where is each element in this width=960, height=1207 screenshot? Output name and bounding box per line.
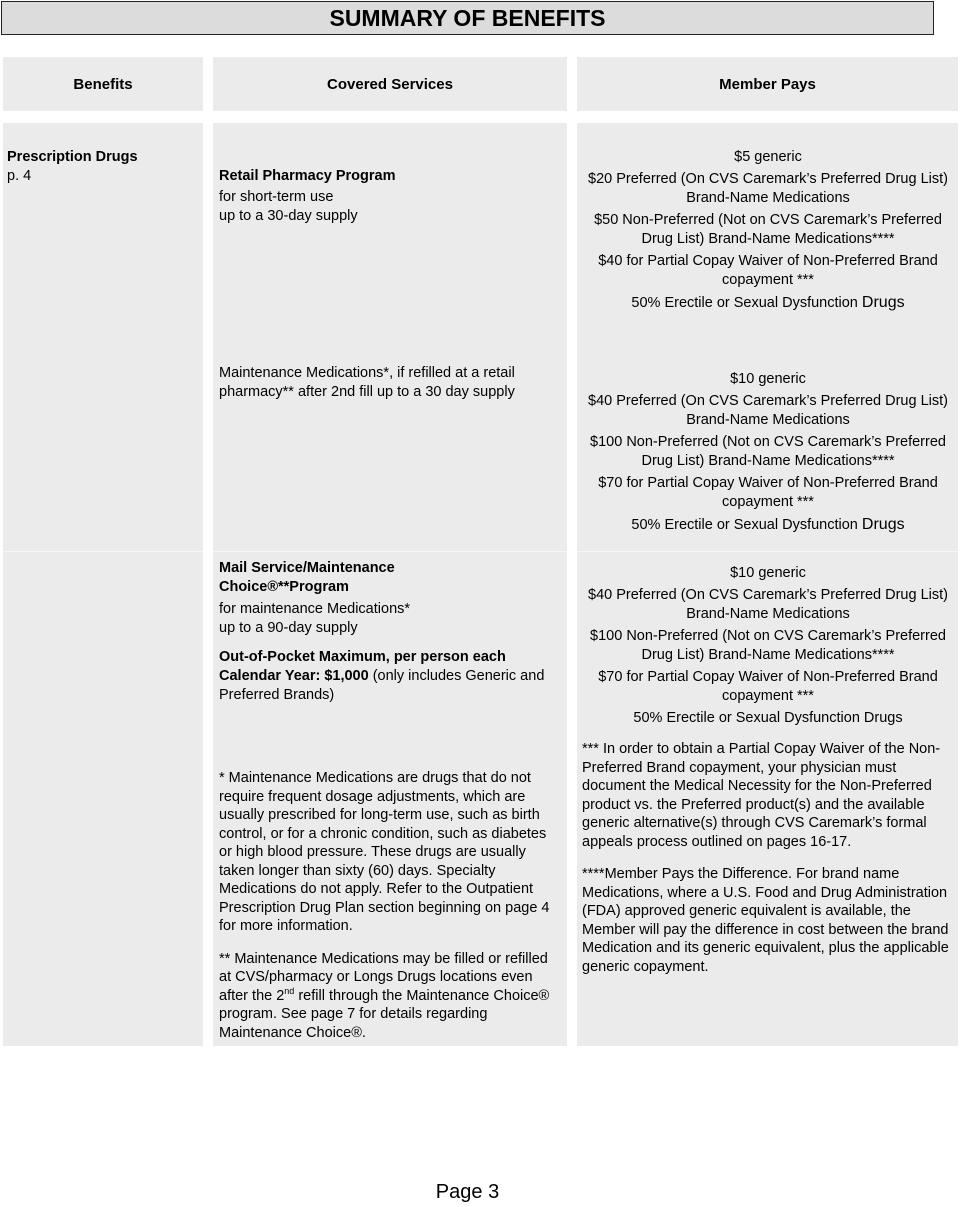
benefits-column: [3, 123, 203, 1046]
maint-pay-generic: $10 generic: [730, 371, 806, 387]
maint-pay-nonpreferred: $100 Non-Preferred (Not on CVS Caremark’s Preferred Drug List) Brand-Name Medications****: [590, 434, 946, 469]
retail-pay-nonpreferred: $50 Non-Preferred (Not on CVS Caremark’s Preferred Drug List) Brand-Name Medications****: [594, 212, 942, 247]
footnote-quad-star: ****Member Pays the Difference. For brand name Medications, where a U.S. Food and Drug Administration (FDA) approved generic equivalent is available, the Member will pay the difference in cost between the brand Medication and its generic equivalent, plus the applicable generic copayment.: [582, 866, 949, 975]
maint-pay-preferred: $40 Preferred (On CVS Caremark’s Preferred Drug List) Brand-Name Medications: [588, 393, 948, 428]
maintenance-retail-text: Maintenance Medications*, if refilled at a retail pharmacy** after 2nd fill up to a 30 day supply: [219, 365, 515, 400]
footnote-double-star: [219, 950, 561, 1043]
retail-pay-generic: $5 generic: [734, 149, 802, 165]
header-member-pays: Member Pays: [577, 57, 958, 111]
retail-erectile-drugs: Drugs: [861, 294, 905, 311]
retail-line-2: up to a 30-day supply: [219, 208, 358, 224]
member-pays-footnotes: [582, 740, 956, 990]
maint-erectile-drugs: Drugs: [861, 516, 905, 533]
maint-erectile-text: 50% Erectile or Sexual Dysfunction: [631, 517, 858, 533]
footnote-double-star-post: refill through the Maintenance Choice® program. See page 7 for details regarding Maintenance Choice®.: [219, 987, 550, 1041]
header-covered-services: Covered Services: [213, 57, 567, 111]
header-benefits: Benefits: [3, 57, 203, 111]
benefit-page-ref: p. 4: [7, 168, 32, 184]
retail-pay-preferred: $20 Preferred (On CVS Caremark’s Preferred Drug List) Brand-Name Medications: [588, 171, 948, 206]
mail-oop-bold: Out-of-Pocket Maximum, per person each Calendar Year: $1,000: [219, 649, 506, 684]
covered-footnotes: [219, 769, 561, 1056]
page-number: Page 3: [435, 1181, 500, 1203]
mail-line-1: for maintenance Medications*: [219, 601, 411, 617]
footnote-double-star-sup: nd: [284, 985, 295, 996]
retail-erectile-text: 50% Erectile or Sexual Dysfunction: [631, 295, 858, 311]
retail-pay-waiver: $40 for Partial Copay Waiver of Non-Preferred Brand copayment ***: [598, 253, 938, 288]
mail-pay-preferred: $40 Preferred (On CVS Caremark’s Preferred Drug List) Brand-Name Medications: [588, 587, 948, 622]
mail-pay-erectile: 50% Erectile or Sexual Dysfunction Drugs: [633, 710, 903, 726]
mail-pay-generic: $10 generic: [730, 565, 806, 581]
retail-pay-erectile: [580, 293, 956, 313]
maint-pay-erectile: [580, 515, 956, 535]
mail-pay-waiver: $70 for Partial Copay Waiver of Non-Preferred Brand copayment ***: [598, 669, 938, 704]
retail-member-pays: [580, 148, 956, 316]
footnote-single-star: * Maintenance Medications are drugs that do not require frequent dosage adjustments, which are usually prescribed for long-term use, such as birth control, or for a chronic condition, such as diabetes or high blood pressure. These drugs are usually taken longer than sixty (60) days. Specialty Medications do not apply. Refer to the Outpatient Prescription Drug Plan section beginning on page 4 for more information.: [219, 770, 550, 934]
retail-line-1: for short-term use: [219, 189, 334, 205]
mail-oop-max: [219, 648, 559, 705]
footnote-triple-star: *** In order to obtain a Partial Copay Waiver of the Non-Preferred Brand copayment, your physician must document the Medical Necessity for the Non-Preferred product vs. the Preferred product(s) and the available generic alternative(s) through CVS Caremark’s formal appeals process outlined on pages 16-17.: [582, 741, 941, 850]
footnote-double-star-pre: ** Maintenance Medications may be filled or refilled at CVS/pharmacy or Longs Drugs locations even after the 2: [219, 950, 548, 1004]
benefit-name: Prescription Drugs: [7, 149, 138, 165]
mail-member-pays: [580, 564, 956, 731]
page-title: SUMMARY OF BENEFITS: [1, 1, 934, 35]
maintenance-member-pays: [580, 370, 956, 538]
mail-program-title: Mail Service/Maintenance Choice®**Program: [219, 560, 395, 595]
mail-pay-nonpreferred: $100 Non-Preferred (Not on CVS Caremark’s Preferred Drug List) Brand-Name Medications****: [590, 628, 946, 663]
mail-line-2: up to a 90-day supply: [219, 620, 358, 636]
mail-oop-rest: (only includes Generic and Preferred Brands): [219, 668, 545, 703]
maint-pay-waiver: $70 for Partial Copay Waiver of Non-Preferred Brand copayment ***: [598, 475, 938, 510]
retail-program-title: Retail Pharmacy Program: [219, 168, 396, 184]
